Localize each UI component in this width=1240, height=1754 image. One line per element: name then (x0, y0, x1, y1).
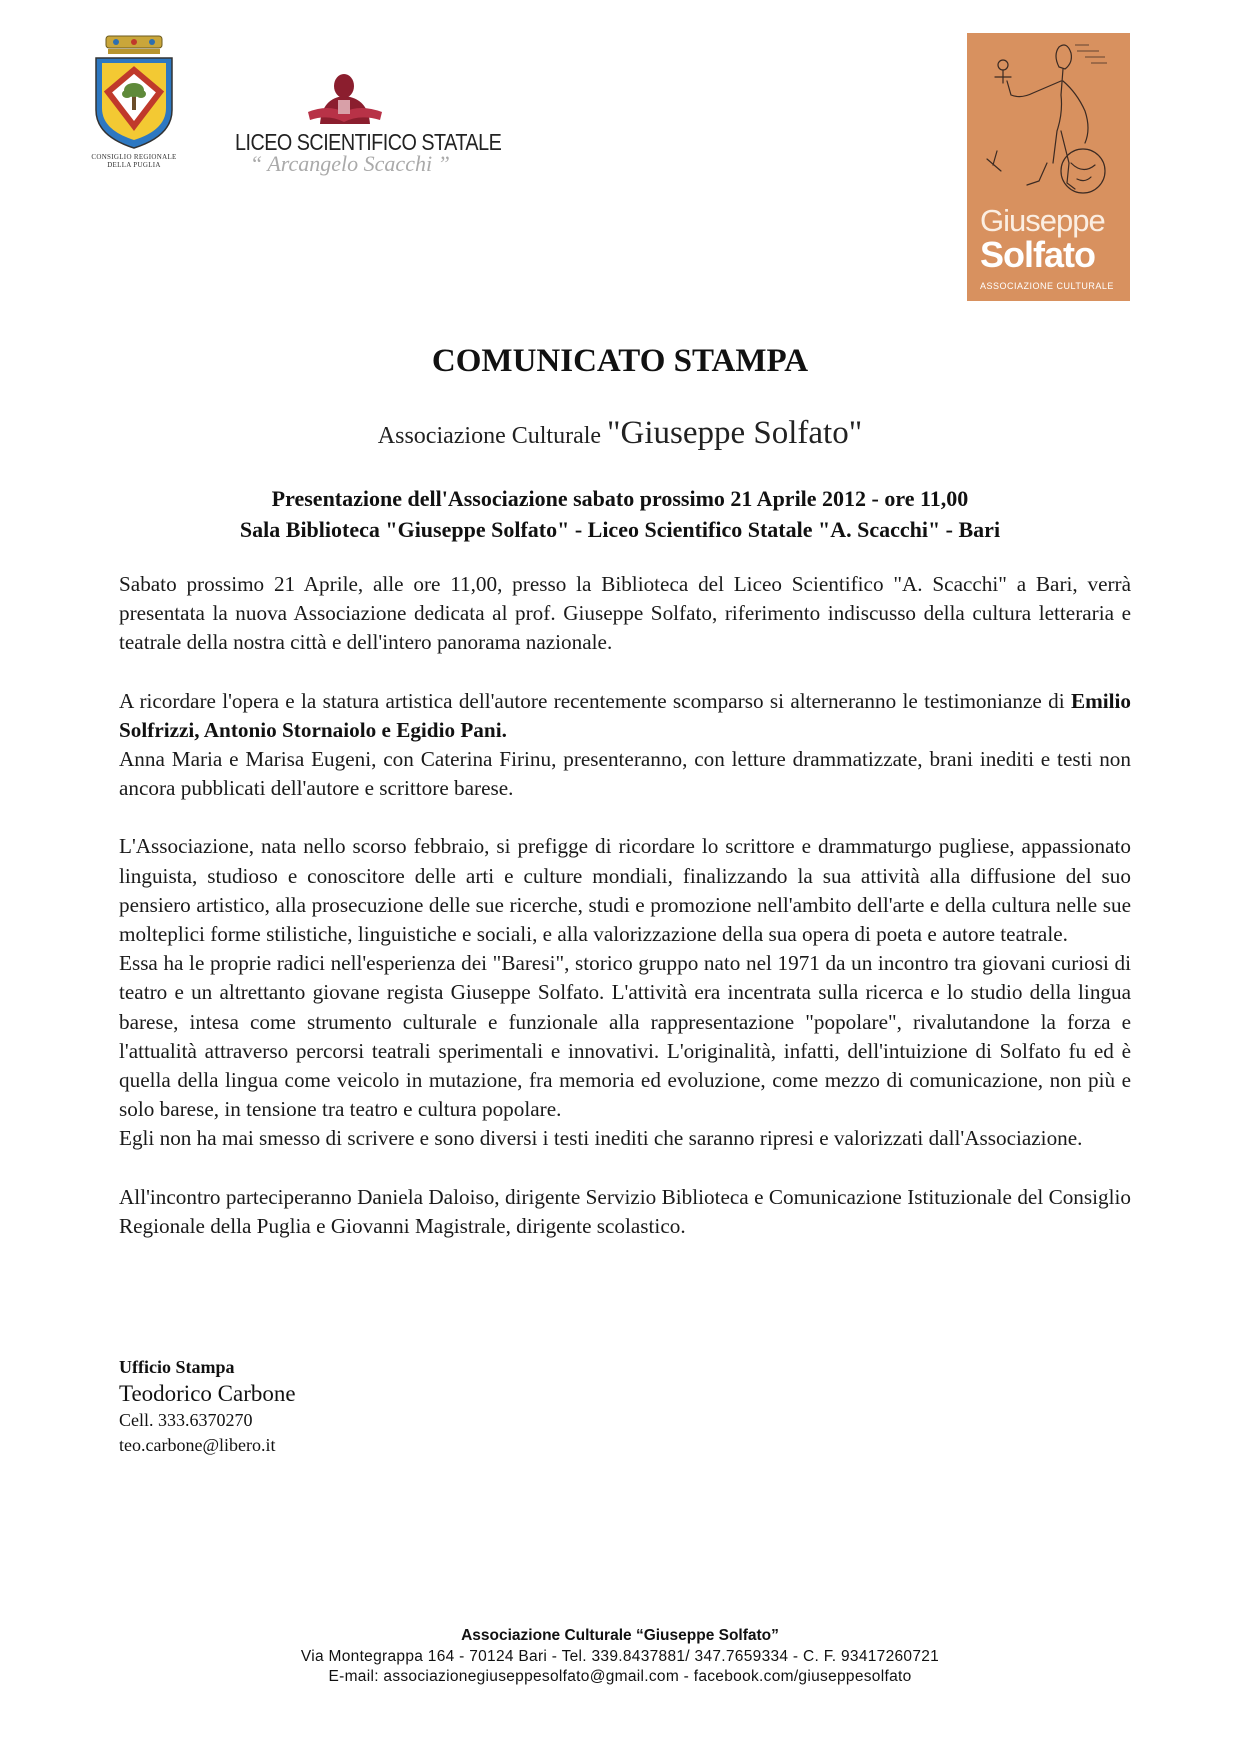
event-line2: Sala Biblioteca "Giuseppe Solfato" - Liceo Scientifico Statale "A. Scacchi" - Bari (239, 517, 1001, 542)
body-text (119, 570, 1131, 1241)
signature-office: Ufficio Stampa (119, 1357, 235, 1377)
associazione-logo (967, 33, 1130, 301)
paragraph-7: All'incontro parteciperanno Daniela Daloiso, dirigente Servizio Biblioteca e Comunicazione Istituzionale del Consiglio Regionale della Puglia e Giovanni Magistrale, dirigente scolastico. (119, 1184, 1131, 1238)
signature-block (119, 1355, 296, 1458)
paragraph-2-names: Emilio Solfrizzi, Antonio Stornaiolo e Egidio Pani. (119, 688, 1131, 742)
footer-address: Via Montegrappa 164 - 70124 Bari - Tel. 339.8437881/ 347.7659334 - C. F. 93417260721 (300, 1648, 940, 1665)
paragraph-2-text: A ricordare l'opera e la statura artistica dell'autore recentemente scomparso si alterneranno le testimonianze di (119, 688, 1071, 713)
solfato-sketch-icon (967, 33, 1130, 198)
paragraph-3: Anna Maria e Marisa Eugeni, con Caterina Firinu, presenteranno, con letture drammatizzate, brani inediti e testi non ancora pubblicati dell'autore e scrittore barese. (119, 747, 1131, 801)
paragraph-6: Egli non ha mai smesso di scrivere e sono diversi i testi inediti che saranno ripresi e valorizzati dall'Associazione. (119, 1126, 1083, 1151)
signature-name: Teodorico Carbone (119, 1381, 296, 1406)
paragraph-1: Sabato prossimo 21 Aprile, alle ore 11,00, presso la Biblioteca del Liceo Scientifico "A. Scacchi" a Bari, verrà presentata la nuova Associazione dedicata al prof. Giuseppe Solfato, riferimento indiscusso della cultura letteraria e teatrale della nostra città e dell'intero panorama nazionale. (119, 572, 1131, 655)
liceo-subtitle: “ Arcangelo Scacchi ” (250, 151, 450, 176)
subtitle-name: "Giuseppe Solfato" (607, 415, 863, 451)
liceo-logo (230, 72, 502, 182)
region-caption-line2: DELLA PUGLIA (107, 161, 161, 169)
event-line1: Presentazione dell'Associazione sabato prossimo 21 Aprile 2012 - ore 11,00 (271, 486, 969, 511)
paragraph-5: Essa ha le proprie radici nell'esperienza dei "Baresi", storico gruppo nato nel 1971 da un incontro tra giovani curiosi di teatro e un altrettanto giovane regista Giuseppe Solfato. L'attività era incentrata sulla ricerca e lo studio della lingua barese, intesa come strumento culturale e funzionale alla rappresentazione "popolare", rivalutandone la forza e l'attualità attraverso percorsi teatrali sperimentali e innovativi. L'originalità, infatti, dell'intuizione di Solfato fu ed è quella della lingua come veicolo in mutazione, fra memoria ed evoluzione, come mezzo di comunicazione, non più e solo barese, in tensione tra teatro e cultura popolare. (119, 951, 1131, 1122)
consiglio-regionale-logo (82, 30, 192, 170)
page-title: COMUNICATO STAMPA (431, 343, 809, 379)
liceo-emblem-icon (298, 72, 388, 128)
assoc-logo-name-last: Solfato (980, 234, 1095, 275)
subtitle (0, 415, 1240, 452)
liceo-title: LICEO SCIENTIFICO STATALE (235, 129, 502, 155)
signature-email[interactable]: teo.carbone@libero.it (119, 1435, 276, 1455)
footer (0, 1625, 1240, 1687)
region-crest-icon (82, 30, 186, 152)
region-caption (82, 153, 186, 169)
paragraph-4: L'Associazione, nata nello scorso febbraio, si prefigge di ricordare lo scrittore e drammaturgo pugliese, appassionato linguista, studioso e conoscitore delle arti e culture mondiali, finalizzando la sua attività alla diffusione del suo pensiero artistico, alla prosecuzione delle sue ricerche, studi e promozione nell'ambito dell'arte e della cultura nelle sue molteplici forme stilistiche, linguistiche e sociali, e alla valorizzazione della sua opera di poeta e autore teatrale. (119, 834, 1131, 947)
region-caption-line1: CONSIGLIO REGIONALE (91, 153, 177, 161)
assoc-logo-name-first: Giuseppe (980, 203, 1105, 238)
subtitle-prefix: Associazione Culturale (377, 423, 608, 449)
paragraph-2 (119, 687, 1131, 745)
footer-org: Associazione Culturale “Giuseppe Solfato” (461, 1627, 779, 1644)
footer-contacts[interactable]: E-mail: associazionegiuseppesolfato@gmail.com - facebook.com/giuseppesolfato (328, 1668, 912, 1685)
event-heading (100, 483, 1140, 545)
signature-phone: Cell. 333.6370270 (119, 1410, 253, 1430)
assoc-logo-tagline: ASSOCIAZIONE CULTURALE (980, 281, 1114, 291)
